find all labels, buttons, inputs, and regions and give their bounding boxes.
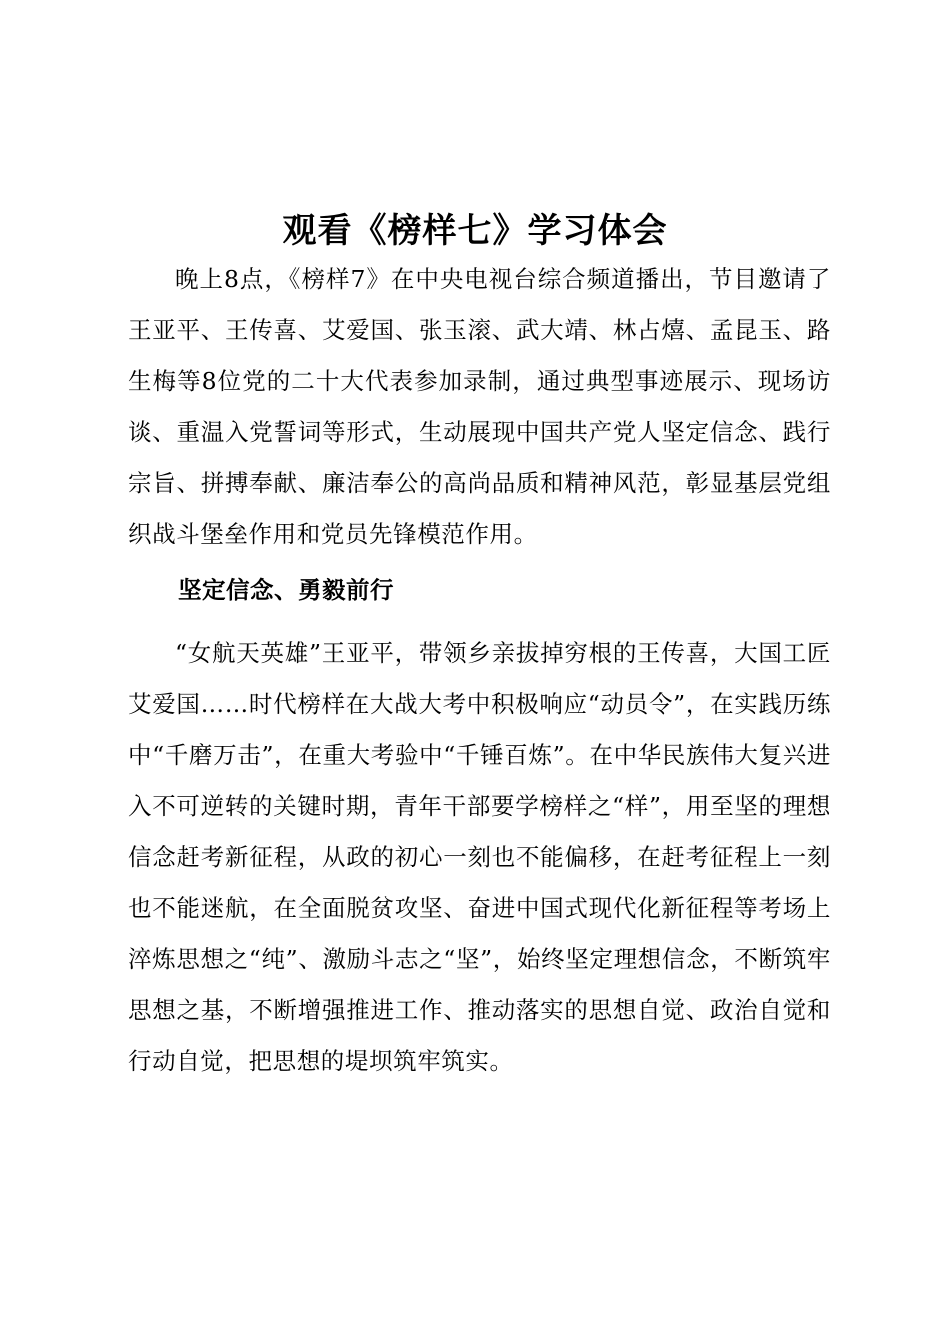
intro-paragraph: 晚上8点，《榜样7》在中央电视台综合频道播出，节目邀请了王亚平、王传喜、艾爱国、张玉滚、武大靖、林占熺、孟昆玉、路生梅等8位党的二十大代表参加录制，通过典型事迹展示、现场访谈、重温入党誓词等形式，生动展现中国共产党人坚定信念、践行宗旨、拼搏奉献、廉洁奉公的高尚品质和精神风范，彰显基层党组织战斗堡垒作用和党员先锋模范作用。 [128, 265, 831, 548]
body-paragraph: “女航天英雄”王亚平，带领乡亲拔掉穷根的王传喜，大国工匠艾爱国……时代榜样在大战大考中积极响应“动员令”，在实践历练中“千磨万击”，在重大考验中“千锤百炼”。在中华民族伟大复兴进入不可逆转的关键时期，青年干部要学榜样之“样”，用至坚的理想信念赶考新征程，从政的初心一刻也不能偏移，在赶考征程上一刻也不能迷航，在全面脱贫攻坚、奋进中国式现代化新征程等考场上淬炼思想之“纯”、激励斗志之“坚”，始终坚定理想信念，不断筑牢思想之基，不断增强推进工作、推动落实的思想自觉、政治自觉和行动自觉，把思想的堤坝筑牢筑实。 [128, 639, 831, 1075]
section-heading: 坚定信念、勇毅前行 [178, 576, 394, 604]
document-title: 观看《榜样七》学习体会 [282, 210, 668, 251]
